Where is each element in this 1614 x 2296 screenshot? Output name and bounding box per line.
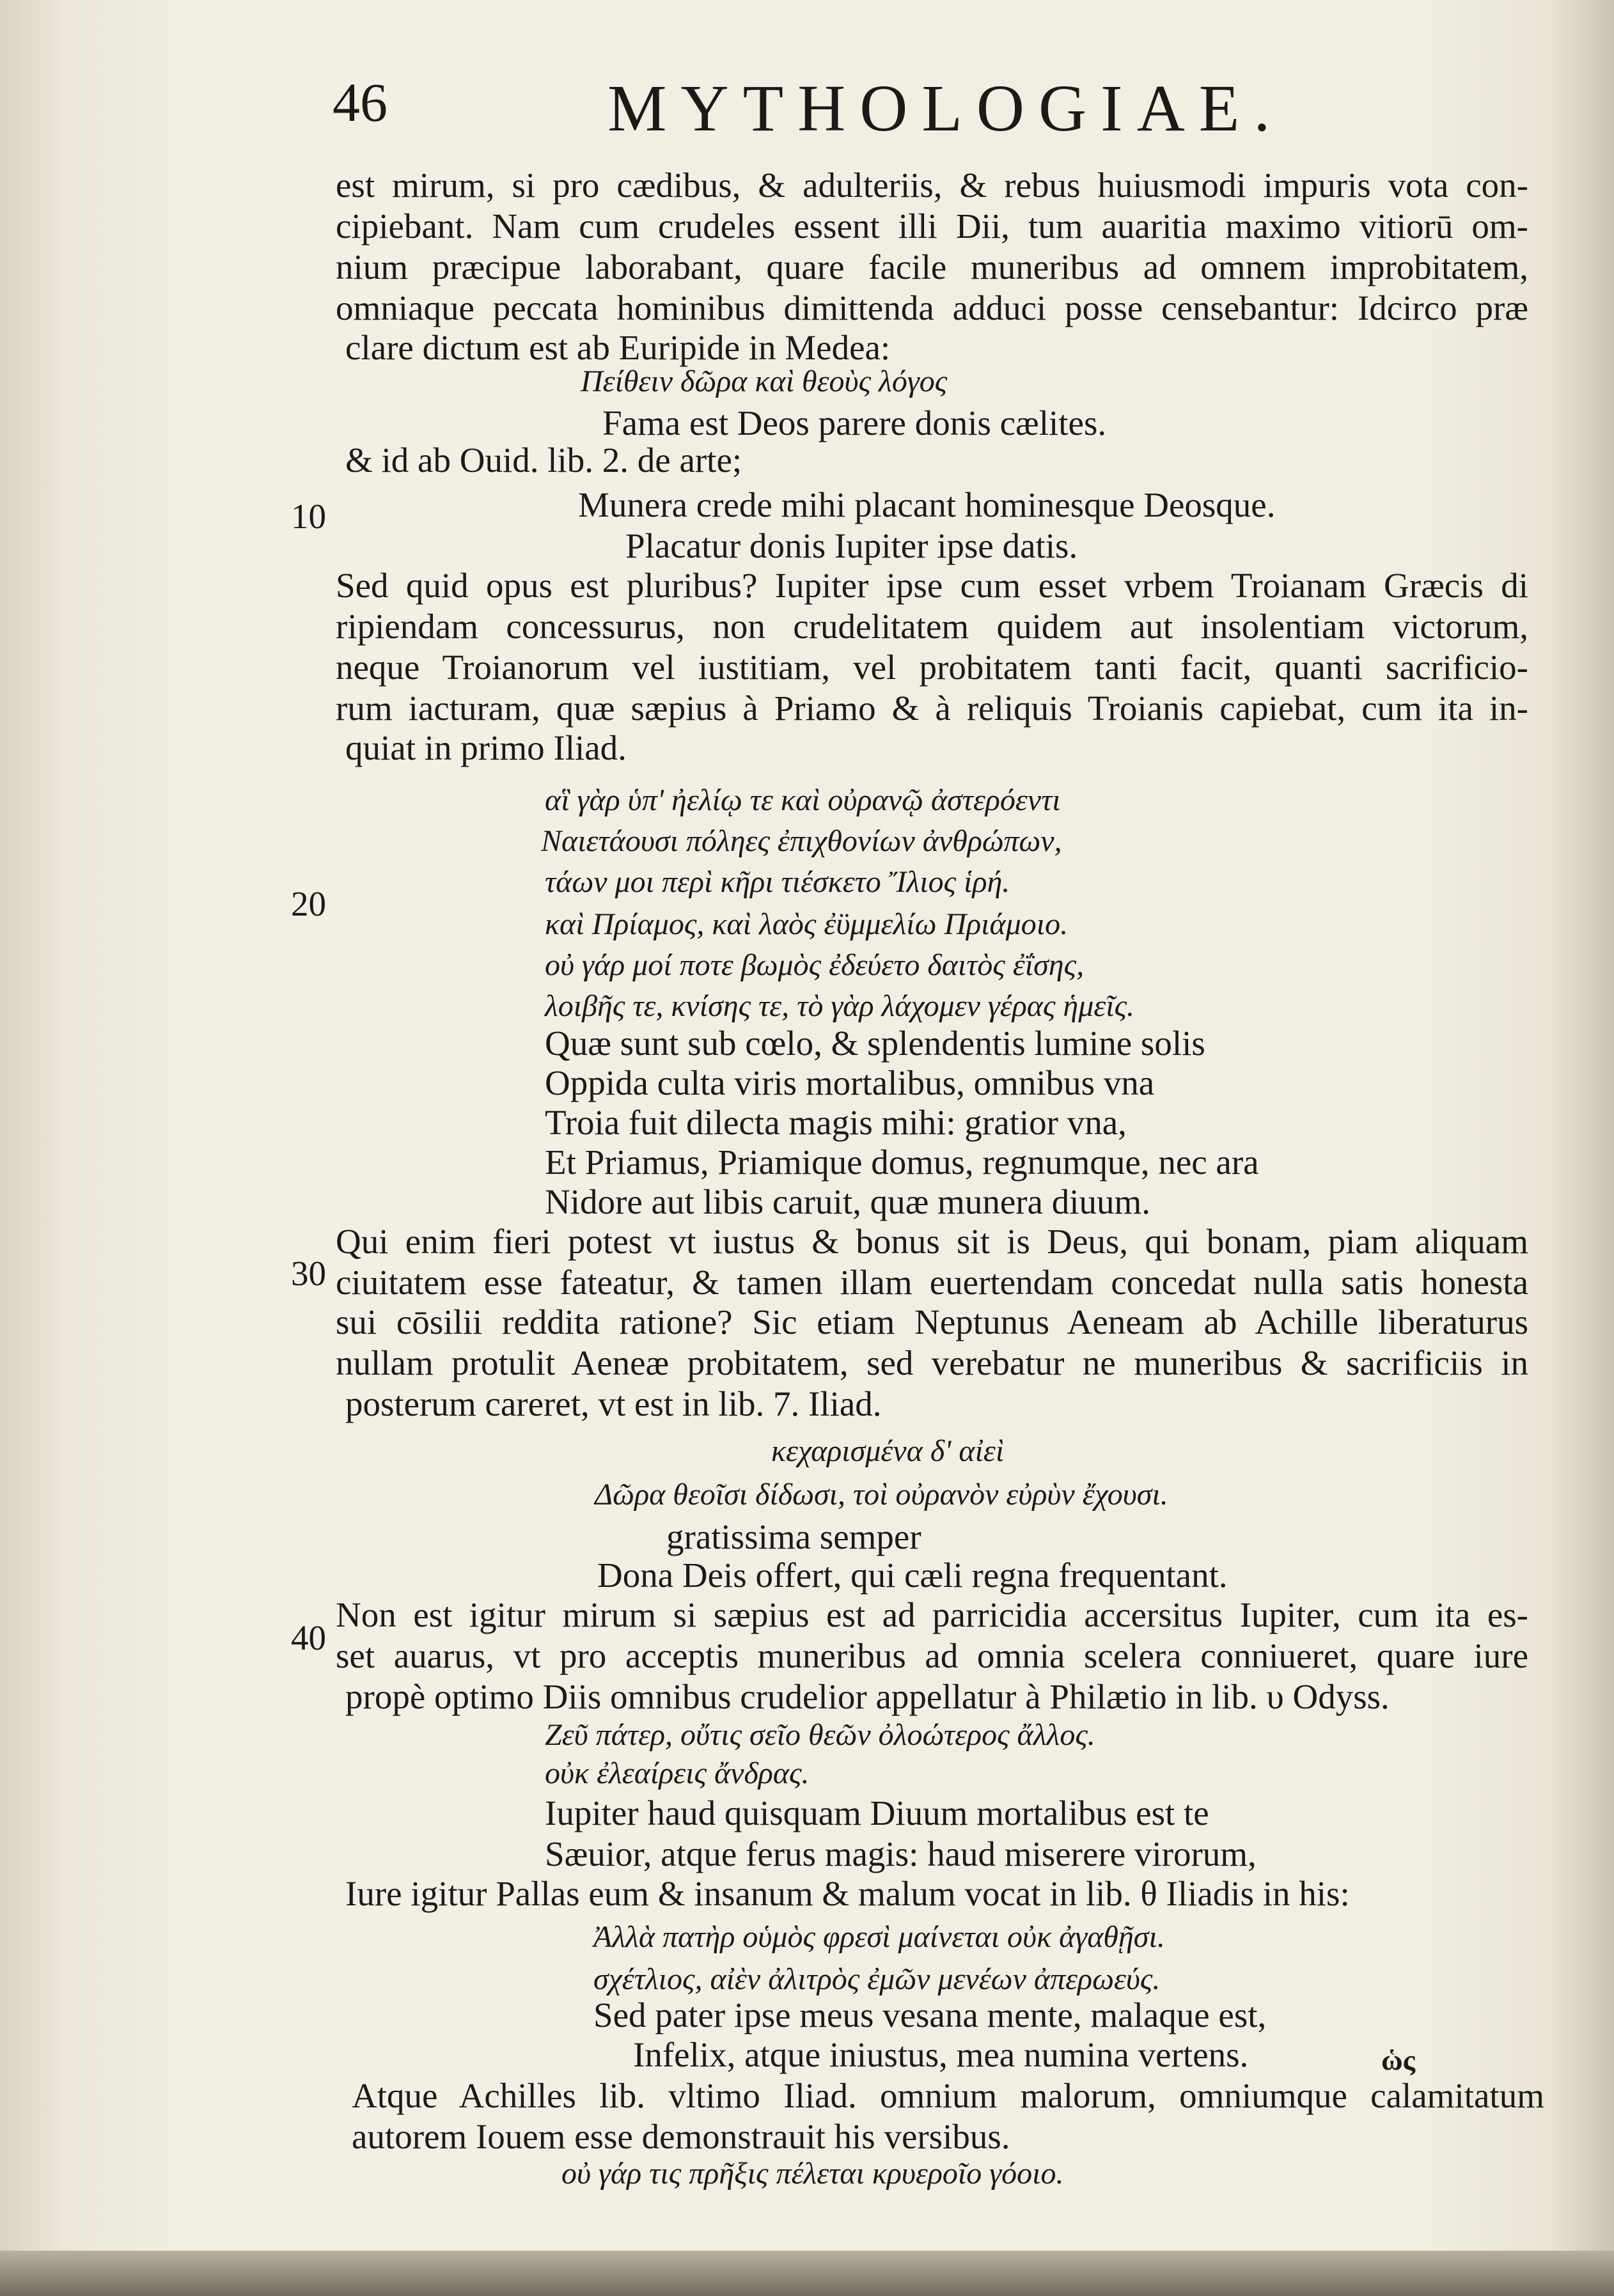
latin-verse-line: Infelix, atque iniustus, mea numina vertens. bbox=[633, 2035, 1249, 2074]
body-line: nium præcipue laborabant, quare facile muneribus ad omnem improbitatem, bbox=[336, 247, 1528, 286]
body-line: clare dictum est ab Euripide in Medea: bbox=[345, 328, 891, 367]
body-line: rum iacturam, quæ sæpius à Priamo & à reliquis Troianis capiebat, cum ita in- bbox=[336, 689, 1528, 728]
catchword: ὡς bbox=[1381, 2043, 1416, 2076]
greek-verse-line: τάων μοι περὶ κῆρι τιέσκετο Ἴλιος ἱρή. bbox=[545, 865, 1010, 899]
body-line: ripiendam concessurus, non crudelitatem quidem aut insolentiam victorum, bbox=[336, 607, 1528, 646]
latin-verse-line: Quæ sunt sub cœlo, & splendentis lumine solis bbox=[545, 1024, 1205, 1063]
body-line: propè optimo Diis omnibus crudelior appellatur à Philætio in lib. υ Odyss. bbox=[345, 1677, 1390, 1716]
body-line: posterum careret, vt est in lib. 7. Iliad. bbox=[345, 1384, 882, 1423]
greek-verse-line: οὐκ ἐλεαίρεις ἄνδρας. bbox=[545, 1756, 810, 1790]
body-line: set auarus, vt pro acceptis muneribus ad omnia scelera conniueret, quare iure bbox=[336, 1636, 1528, 1675]
latin-verse-line: Oppida culta viris mortalibus, omnibus vna bbox=[545, 1063, 1155, 1102]
body-line: sui cōsilii reddita ratione? Sic etiam Neptunus Aeneam ab Achille liberaturus bbox=[336, 1302, 1528, 1341]
greek-verse-line: καὶ Πρίαμος, καὶ λαὸς ἐϋμμελίω Πριάμοιο. bbox=[545, 907, 1069, 941]
margin-line-number: 30 bbox=[291, 1254, 326, 1293]
greek-verse-line: Ζεῦ πάτερ, οὔτις σεῖο θεῶν ὀλοώτερος ἄλλος. bbox=[545, 1718, 1095, 1752]
body-line: & id ab Ouid. lib. 2. de arte; bbox=[345, 441, 742, 480]
latin-verse-line: Fama est Deos parere donis cælites. bbox=[602, 403, 1107, 442]
greek-verse-line: οὐ γάρ μοί ποτε βωμὸς ἐδεύετο δαιτὸς ἐΐσης, bbox=[545, 948, 1085, 982]
latin-verse-line: Munera crede mihi placant hominesque Deosque. bbox=[578, 485, 1276, 524]
latin-verse-line: Sed pater ipse meus vesana mente, malaque est, bbox=[593, 1995, 1267, 2034]
margin-line-number: 40 bbox=[291, 1618, 326, 1657]
greek-verse-line: οὐ γάρ τις πρῆξις πέλεται κρυεροῖο γόοιο. bbox=[561, 2157, 1064, 2191]
latin-verse-line: Et Priamus, Priamique domus, regnumque, nec ara bbox=[545, 1143, 1259, 1182]
page-stack-edge bbox=[0, 2251, 1614, 2296]
body-line: neque Troianorum vel iustitiam, vel probitatem tanti facit, quanti sacrificio- bbox=[336, 648, 1528, 687]
body-line: autorem Iouem esse demonstrauit his versibus. bbox=[352, 2117, 1010, 2156]
latin-verse-line: Placatur donis Iupiter ipse datis. bbox=[625, 526, 1078, 565]
body-line: Atque Achilles lib. vltimo Iliad. omnium malorum, omniumque calamitatum bbox=[352, 2076, 1544, 2115]
greek-verse-line: λοιβῆς τε, κνίσης τε, τὸ γὰρ λάχομεν γέρας ἡμεῖς. bbox=[545, 989, 1135, 1023]
body-line: Sed quid opus est pluribus? Iupiter ipse cum esset vrbem Troianam Græcis di bbox=[336, 566, 1528, 605]
latin-verse-line: Troia fuit dilecta magis mihi: gratior vna, bbox=[545, 1103, 1127, 1142]
greek-verse-line: αἳ γὰρ ὑπ' ἠελίῳ τε καὶ οὐρανῷ ἀστερόεντι bbox=[545, 783, 1061, 817]
body-line: nullam protulit Aeneæ probitatem, sed verebatur ne muneribus & sacrificiis in bbox=[336, 1343, 1528, 1382]
page-number: 46 bbox=[333, 72, 388, 133]
body-line: omniaque peccata hominibus dimittenda adduci posse censebantur: Idcirco præ bbox=[336, 288, 1528, 327]
latin-verse-line: Dona Deis offert, qui cæli regna frequentant. bbox=[597, 1556, 1228, 1595]
body-line: ciuitatem esse fateatur, & tamen illam euertendam concedat nulla satis honesta bbox=[336, 1263, 1528, 1302]
latin-verse-line: Nidore aut libis caruit, quæ munera diuum. bbox=[545, 1182, 1151, 1221]
latin-verse-line: Iupiter haud quisquam Diuum mortalibus est te bbox=[545, 1793, 1209, 1832]
greek-verse-line: Ἀλλὰ πατὴρ οὑμὸς φρεσὶ μαίνεται οὐκ ἀγαθῇσι. bbox=[593, 1920, 1165, 1954]
latin-verse-line: Sæuior, atque ferus magis: haud miserere virorum, bbox=[545, 1834, 1257, 1873]
greek-verse-line: Δῶρα θεοῖσι δίδωσι, τοὶ οὐρανὸν εὐρὺν ἔχουσι. bbox=[595, 1478, 1168, 1511]
greek-verse-line: κεχαρισμένα δ' αἰεὶ bbox=[771, 1434, 1005, 1468]
body-line: quiat in primo Iliad. bbox=[345, 728, 627, 767]
margin-line-number: 20 bbox=[291, 884, 326, 923]
body-line: Non est igitur mirum si sæpius est ad parricidia accersitus Iupiter, cum ita es- bbox=[336, 1595, 1528, 1634]
body-line: Iure igitur Pallas eum & insanum & malum vocat in lib. θ Iliadis in his: bbox=[345, 1874, 1350, 1913]
body-line: est mirum, si pro cædibus, & adulteriis, & rebus huiusmodi impuris vota con- bbox=[336, 166, 1528, 205]
body-line: Qui enim fieri potest vt iustus & bonus sit is Deus, qui bonam, piam aliquam bbox=[336, 1222, 1528, 1261]
greek-verse-line: σχέτλιος, αἰὲν ἀλιτρὸς ἐμῶν μενέων ἀπερωεύς. bbox=[593, 1962, 1161, 1996]
margin-line-number: 10 bbox=[291, 497, 326, 536]
running-title: MYTHOLOGIAE. bbox=[607, 72, 1285, 145]
latin-verse-line: gratissima semper bbox=[666, 1517, 921, 1556]
page-header bbox=[333, 70, 1535, 153]
body-line: cipiebant. Nam cum crudeles essent illi Dii, tum auaritia maximo vitiorū om- bbox=[336, 207, 1528, 246]
greek-verse-line: Πείθειν δῶρα καὶ θεοὺς λόγος bbox=[581, 364, 948, 398]
greek-verse-line: Ναιετάουσι πόληες ἐπιχθονίων ἀνθρώπων, bbox=[541, 824, 1062, 858]
